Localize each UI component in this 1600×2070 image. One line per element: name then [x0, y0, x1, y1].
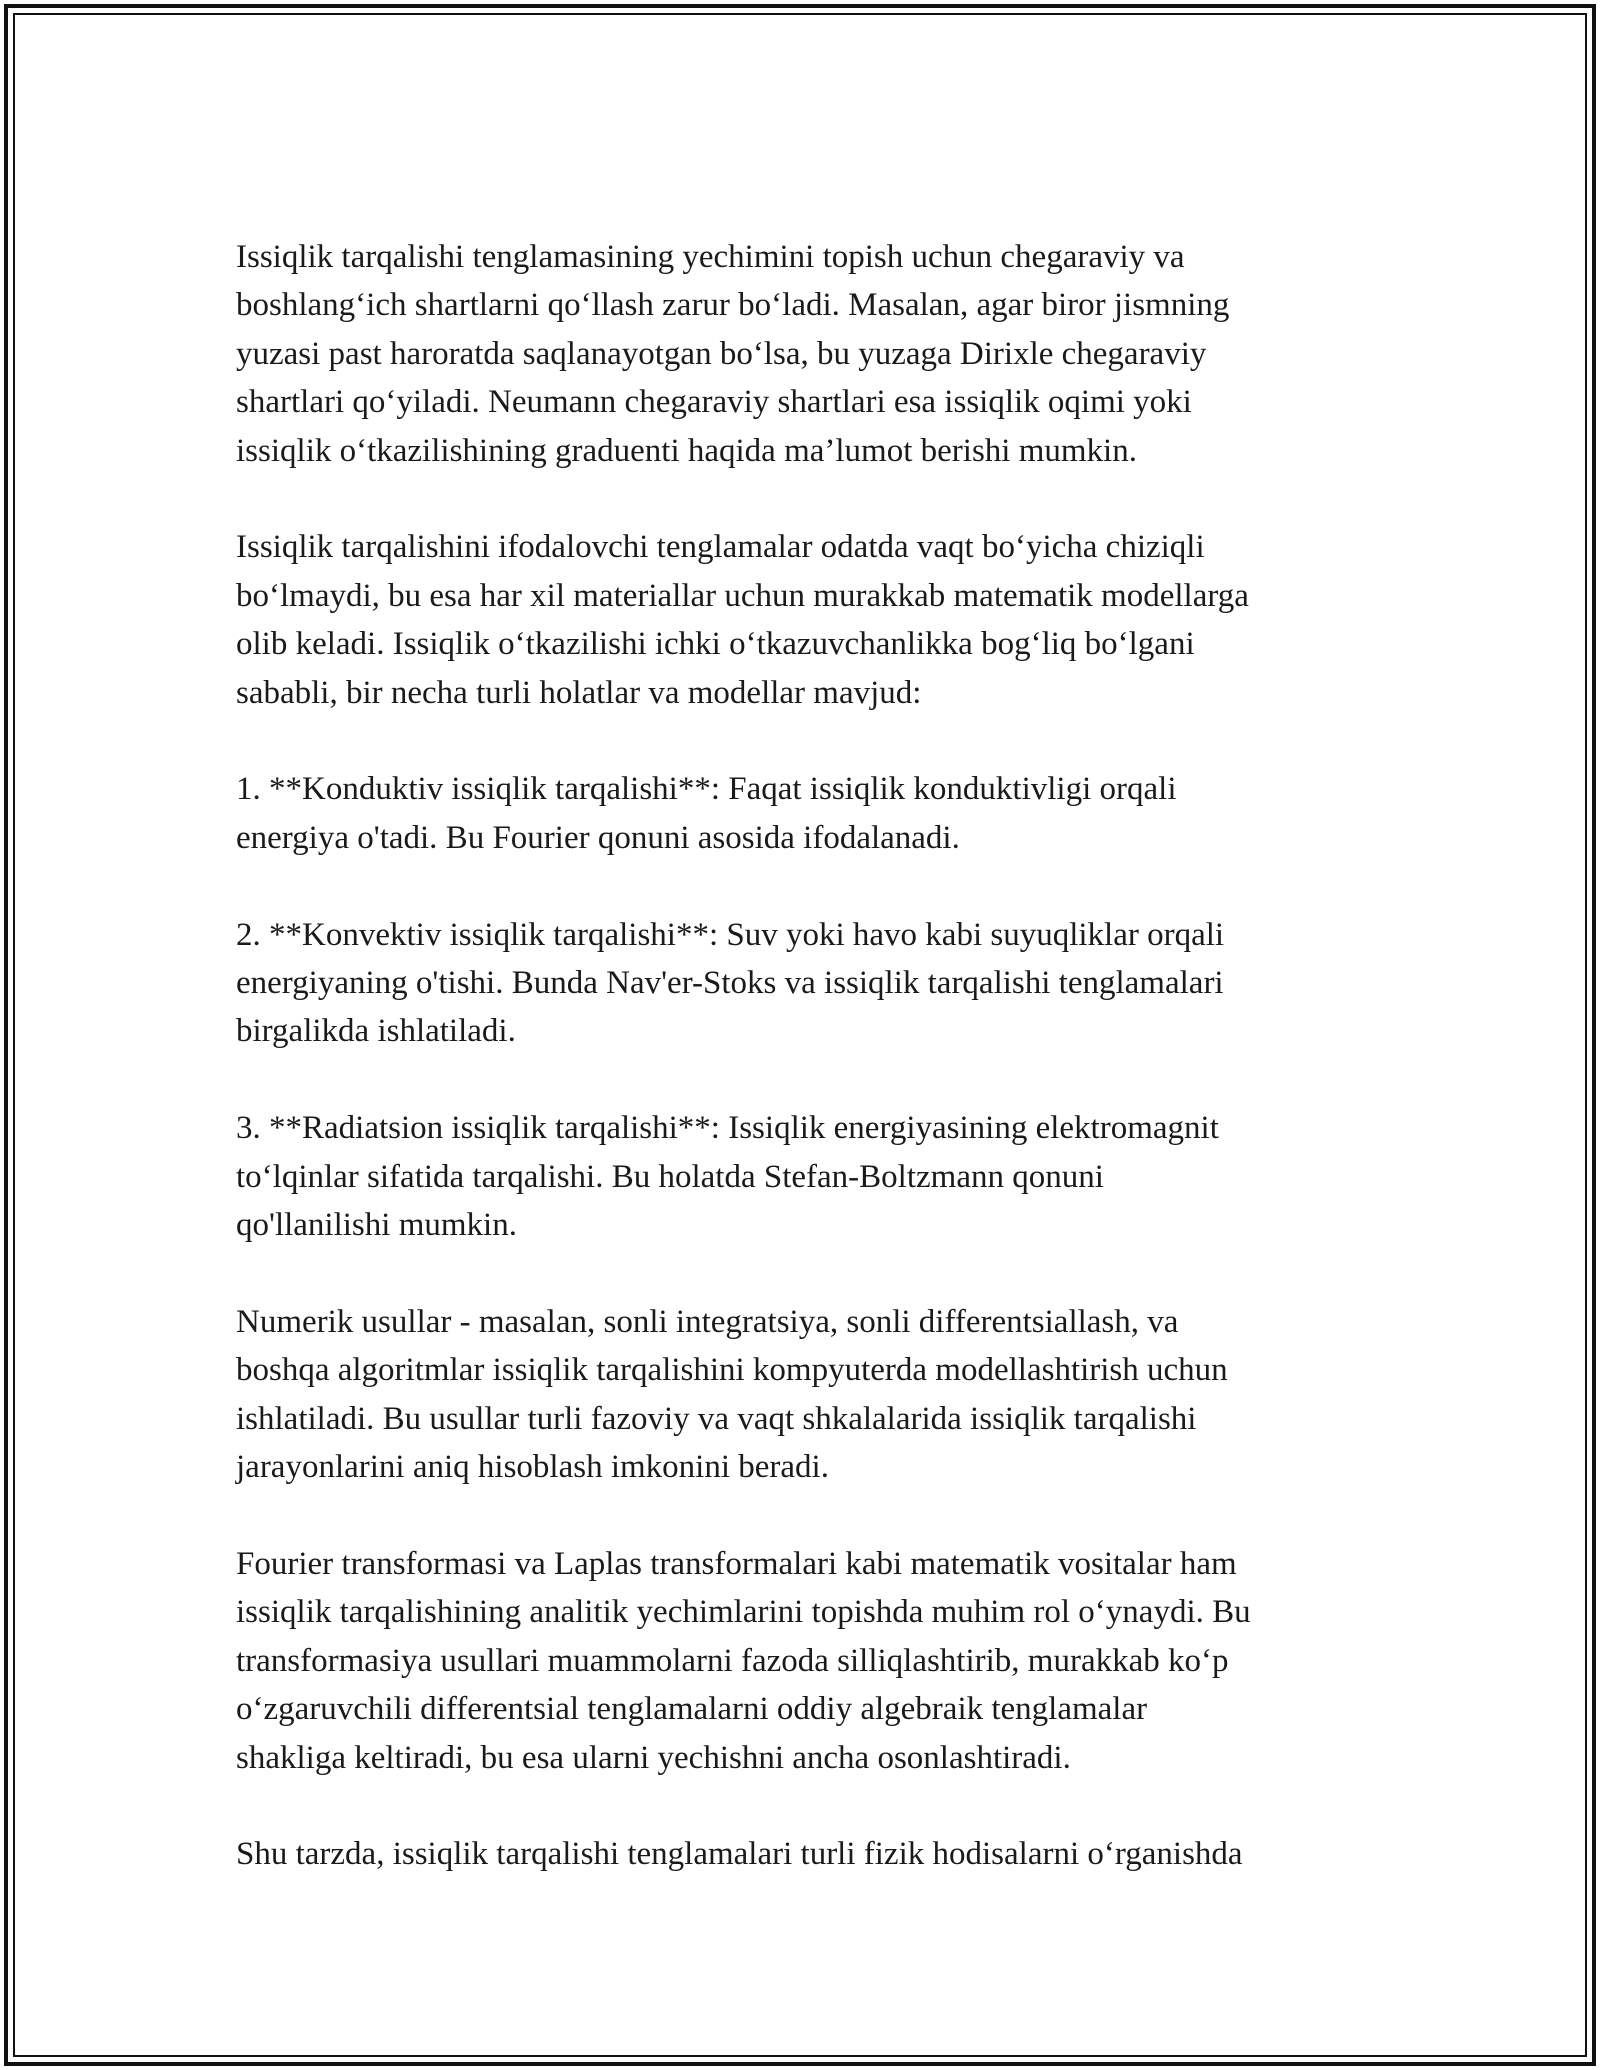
paragraph-conclusion: Shu tarzda, issiqlik tarqalishi tenglamalari turli fizik hodisalarni o‘rganishda [236, 1836, 1243, 1873]
list-item-convective: 2. **Konvektiv issiqlik tarqalishi**: Suv yoki havo kabi suyuqliklar orqali energiyaning o'tishi. Bunda Nav'er-Stoks va issiqlik tarqalishi tenglamalari birgalikda ishlatiladi. [236, 916, 1225, 1050]
paragraph-nonlinear-models: Issiqlik tarqalishini ifodalovchi tenglamalar odatda vaqt bo‘yicha chiziqli bo‘lmaydi, bu esa har xil materiallar uchun murakkab matematik modellarga olib keladi. Issiqlik o‘tkazilishi ichki o‘tkazuvchanlikka bog‘liq bo‘lgani sababli, bir necha turli holatlar va modellar mavjud: [236, 529, 1249, 711]
paragraph-numerical-methods: Numerik usullar - masalan, sonli integratsiya, sonli differentsiallash, va boshqa algoritmlar issiqlik tarqalishini kompyuterda modellashtirish uchun ishlatiladi. Bu usullar turli fazoviy va vaqt shkalalarida issiqlik tarqalishi jarayonlarini aniq hisoblash imkonini beradi. [236, 1303, 1228, 1486]
document-body [236, 233, 1376, 1927]
list-item-radiative: 3. **Radiatsion issiqlik tarqalishi**: Issiqlik energiyasining elektromagnit to‘lqinlar sifatida tarqalishi. Bu holatda Stefan-Boltzmann qonuni qo'llanilishi mumkin. [236, 1110, 1219, 1244]
list-item-conductive: 1. **Konduktiv issiqlik tarqalishi**: Faqat issiqlik konduktivligi orqali energiya o'tadi. Bu Fourier qonuni asosida ifodalanadi. [236, 771, 1177, 856]
paragraph-transforms: Fourier transformasi va Laplas transformalari kabi matematik vositalar ham issiqlik tarqalishining analitik yechimlarini topishda muhim rol o‘ynaydi. Bu transformasiya usullari muammolarni fazoda silliqlashtirib, murakkab ko‘p o‘zgaruvchili differentsial tenglamalarni oddiy algebraik tenglamalar shakliga keltiradi, bu esa ularni yechishni ancha osonlashtiradi. [236, 1545, 1251, 1776]
paragraph-boundary-conditions: Issiqlik tarqalishi tenglamasining yechimini topish uchun chegaraviy va boshlang‘ich shartlarni qo‘llash zarur bo‘ladi. Masalan, agar biror jismning yuzasi past haroratda saqlanayotgan bo‘lsa, bu yuzaga Dirixle chegaraviy shartlari qo‘yiladi. Neumann chegaraviy shartlari esa issiqlik oqimi yoki issiqlik o‘tkazilishining graduenti haqida ma’lumot berishi mumkin. [236, 239, 1230, 469]
